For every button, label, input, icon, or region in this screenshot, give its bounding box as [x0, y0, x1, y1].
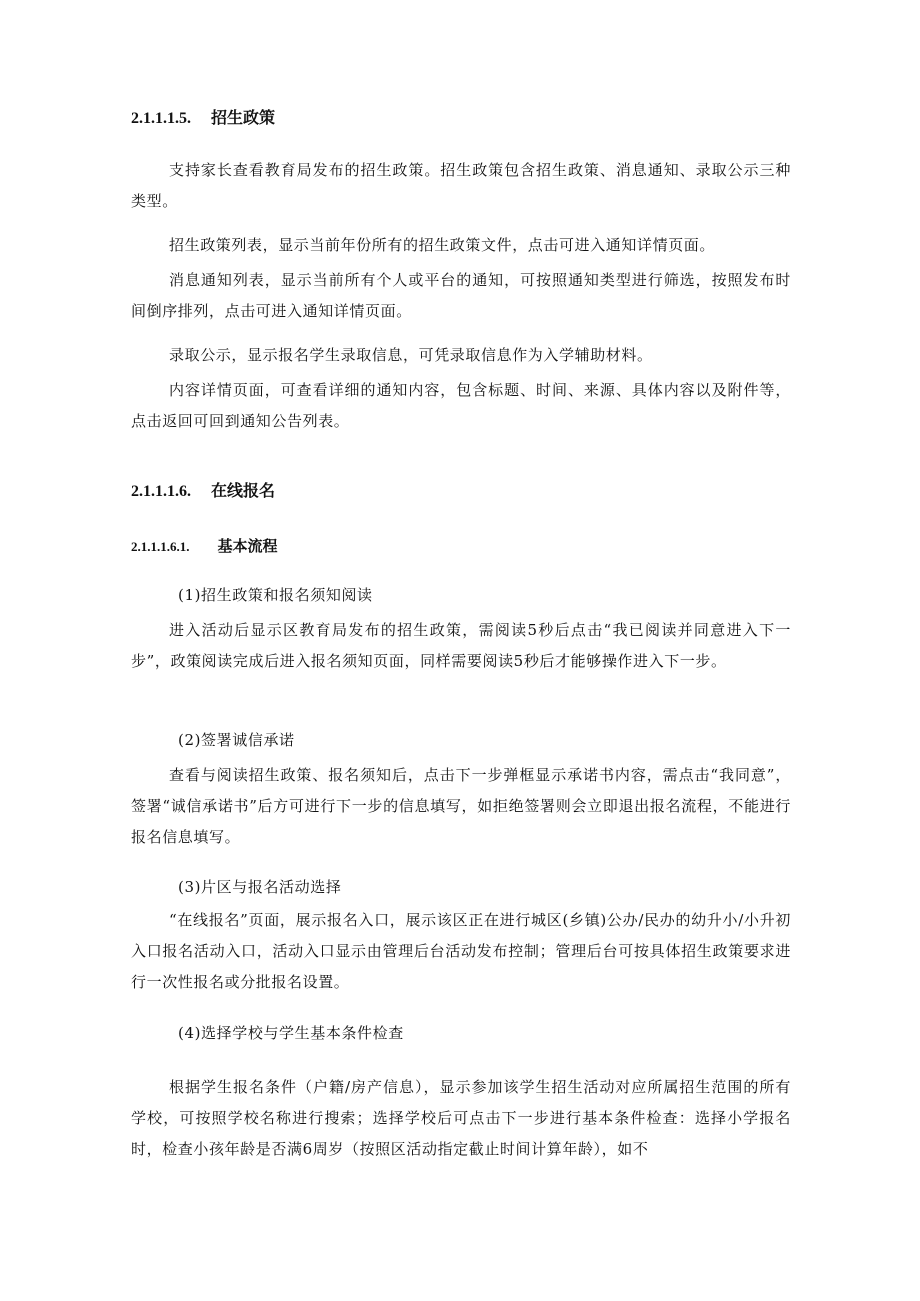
- paragraph-policy-intro: 支持家长查看教育局发布的招生政策。招生政策包含招生政策、消息通知、录取公示三种类型。: [131, 161, 791, 210]
- section-number: 2.1.1.1.5.: [131, 110, 191, 127]
- list-item-heading: (2)签署诚信承诺: [178, 731, 295, 749]
- section-heading-basic-process: [131, 535, 278, 556]
- paragraph-notice-list: 消息通知列表，显示当前所有个人或平台的通知，可按照通知类型进行筛选，按照发布时间倒序排列，点击可进入通知详情页面。: [131, 271, 791, 320]
- paragraph-policy-list: 招生政策列表，显示当前年份所有的招生政策文件，点击可进入通知详情页面。: [169, 236, 716, 254]
- list-item-heading: (1)招生政策和报名须知阅读: [178, 586, 373, 604]
- paragraph-sign-pledge: 查看与阅读招生政策、报名须知后，点击下一步弹框显示承诺书内容，需点击“我同意”，签署“诚信承诺书”后方可进行下一步的信息填写，如拒绝签署则会立即退出报名流程，不能进行报名信息填写。: [131, 766, 791, 846]
- paragraph-school-selection: 根据学生报名条件（户籍/房产信息），显示参加该学生招生活动对应所属招生范围的所有学校，可按照学校名称进行搜索；选择学校后可点击下一步进行基本条件检查：选择小学报名时，检查小孩年龄是否满6周岁（按照区活动指定截止时间计算年龄），如不: [131, 1078, 791, 1158]
- paragraph-area-selection: “在线报名”页面，展示报名入口，展示该区正在进行城区(乡镇)公办/民办的幼升小/小升初入口报名活动入口，活动入口显示由管理后台活动发布控制；管理后台可按具体招生政策要求进行一次性报名或分批报名设置。: [131, 911, 791, 991]
- section-heading-recruitment-policy: [131, 105, 275, 128]
- list-item-heading: (3)片区与报名活动选择: [178, 878, 342, 896]
- list-item-heading: (4)选择学校与学生基本条件检查: [178, 1024, 404, 1042]
- section-number: 2.1.1.1.6.1.: [131, 539, 190, 554]
- section-number: 2.1.1.1.6.: [131, 483, 191, 500]
- paragraph-content-detail: 内容详情页面，可查看详细的通知内容，包含标题、时间、来源、具体内容以及附件等，点击返回可回到通知公告列表。: [131, 381, 791, 430]
- paragraph-read-policy: 进入活动后显示区教育局发布的招生政策，需阅读5秒后点击“我已阅读并同意进入下一步”，政策阅读完成后进入报名须知页面，同样需要阅读5秒后才能够操作进入下一步。: [131, 621, 791, 670]
- paragraph-admission-publicity: 录取公示，显示报名学生录取信息，可凭录取信息作为入学辅助材料。: [169, 346, 653, 364]
- section-title: 招生政策: [211, 108, 276, 127]
- section-heading-online-registration: [131, 478, 275, 501]
- section-title: 基本流程: [217, 537, 278, 555]
- section-title: 在线报名: [211, 481, 276, 500]
